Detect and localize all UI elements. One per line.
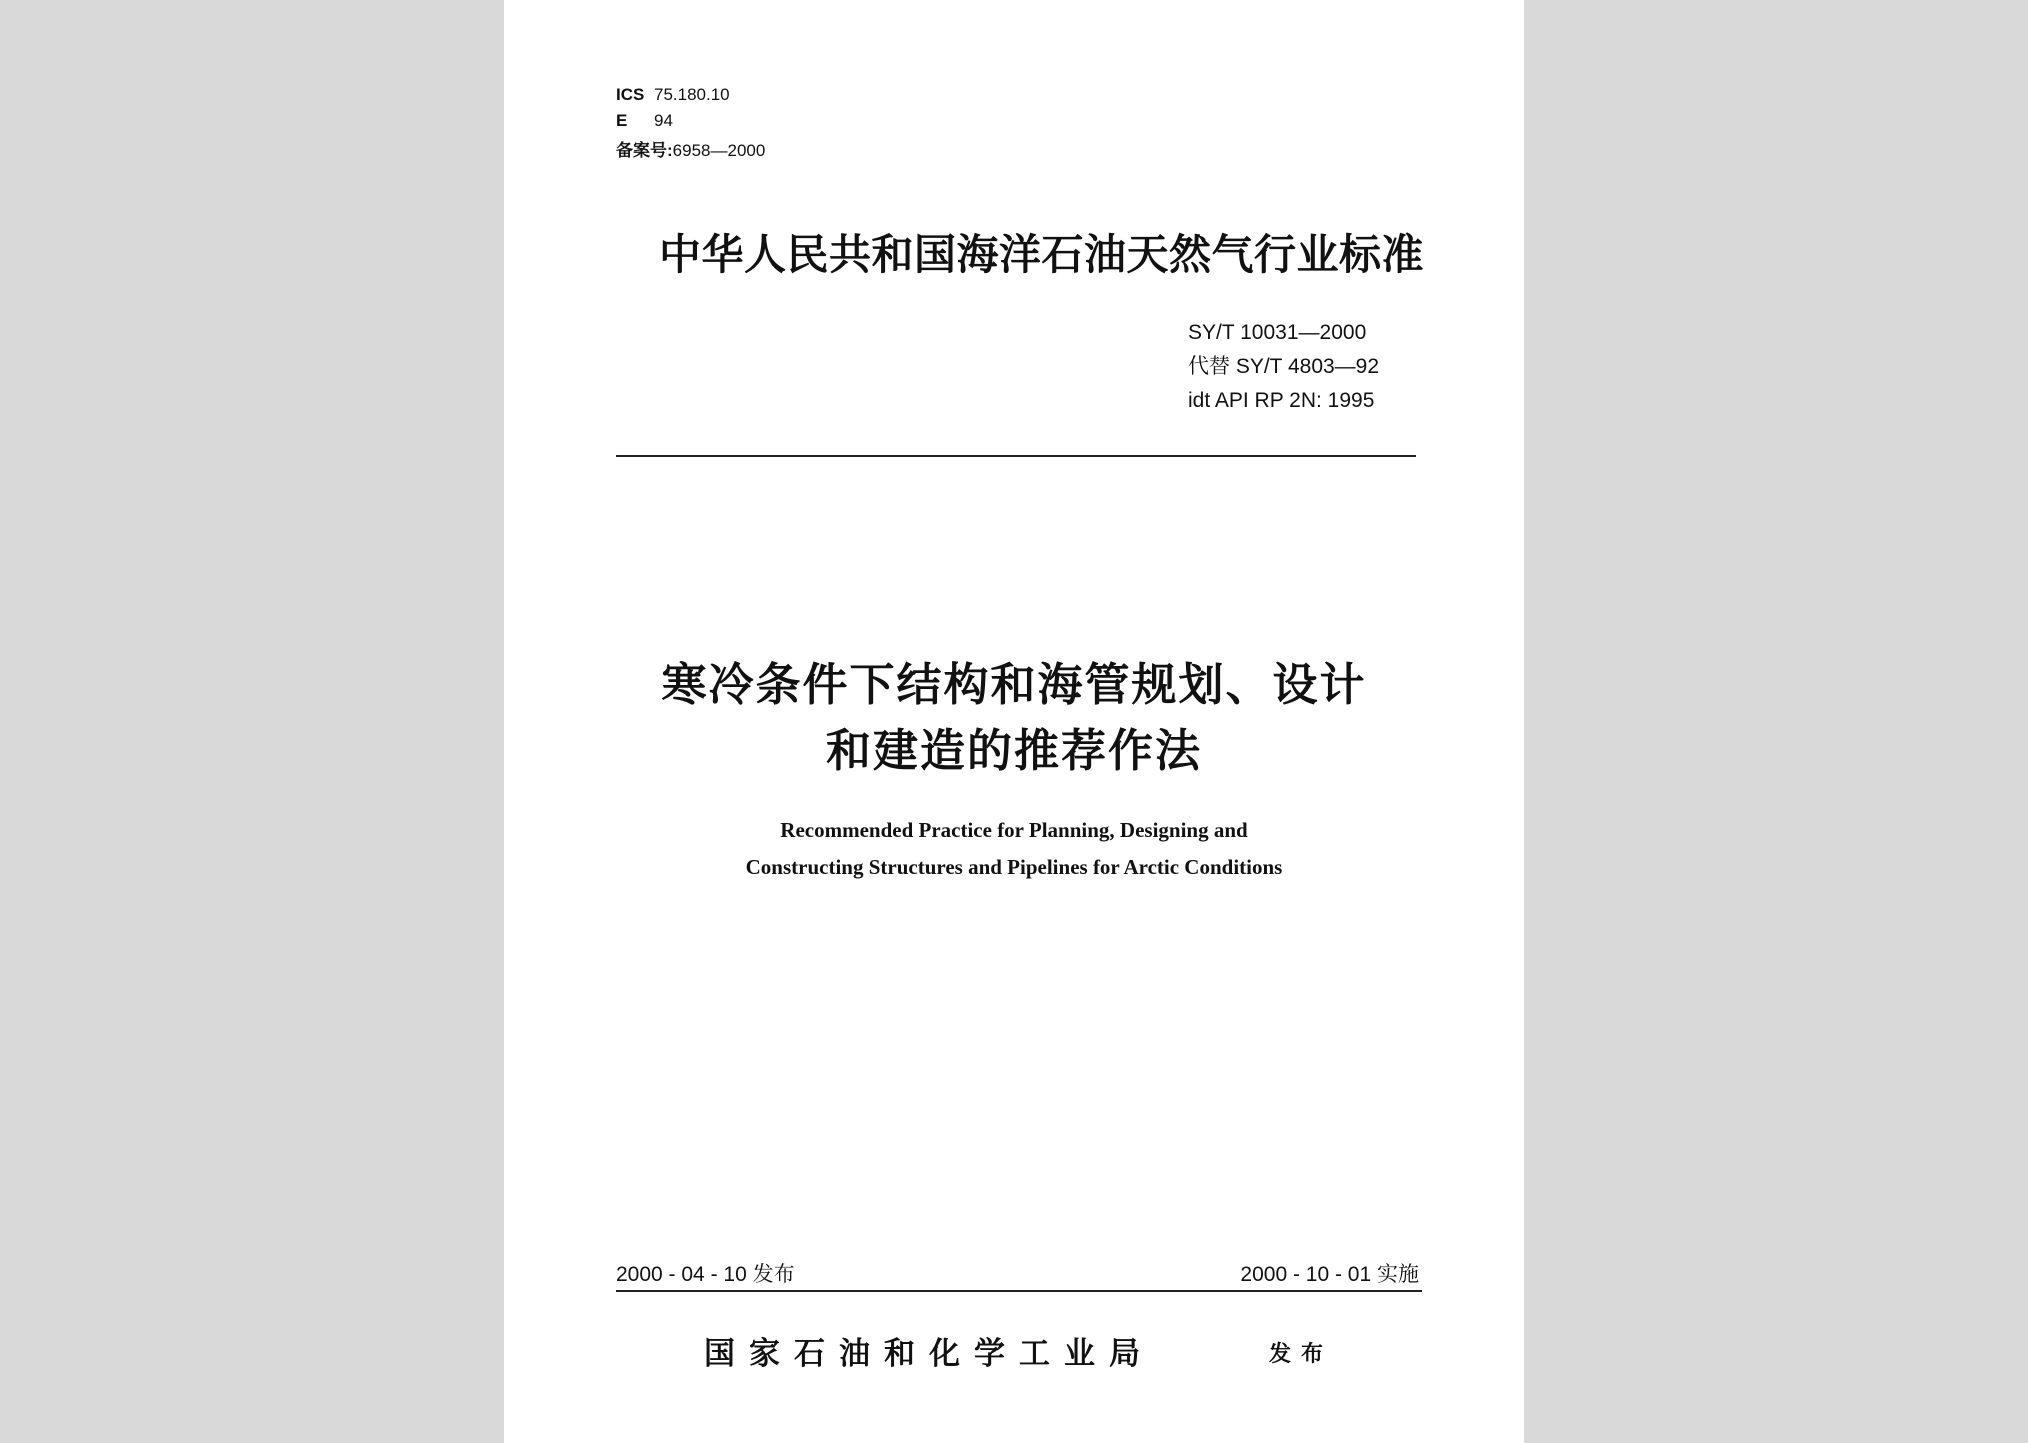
- publisher-name: 国家石油和化学工业局: [704, 1336, 1154, 1372]
- footer-divider: [616, 1290, 1422, 1292]
- record-label: 备案号:: [616, 141, 673, 160]
- industry-standard-title: 中华人民共和国海洋石油天然气行业标准: [659, 230, 1425, 279]
- chinese-title-line-2: 和建造的推荐作法: [825, 724, 1202, 777]
- ics-value: 75.180.10: [654, 85, 730, 104]
- classification-code: [616, 109, 673, 133]
- effective-date: 2000 - 10 - 01 实施: [1240, 1263, 1419, 1286]
- standard-numbers: [1188, 316, 1379, 418]
- equivalent-standard: idt API RP 2N: 1995: [1188, 389, 1375, 412]
- publish-label: 发布: [1269, 1341, 1334, 1367]
- english-title-line-2: Constructing Structures and Pipelines for Arctic Conditions: [745, 855, 1283, 879]
- chinese-title-line-1: 寒冷条件下结构和海管规划、设计: [661, 658, 1367, 711]
- english-title-line-1: Recommended Practice for Planning, Designing and: [780, 818, 1248, 842]
- standard-number: SY/T 10031—2000: [1188, 321, 1367, 344]
- issue-date: 2000 - 04 - 10 发布: [616, 1263, 795, 1286]
- classification-label: E: [616, 111, 628, 130]
- chinese-title: [584, 652, 1444, 784]
- classification-value: 94: [654, 111, 673, 130]
- document-page: [504, 0, 1524, 1443]
- record-value: 6958—2000: [672, 141, 766, 160]
- replaces-standard: 代替 SY/T 4803—92: [1188, 355, 1380, 378]
- header-divider: [616, 455, 1416, 457]
- record-number: [616, 139, 765, 163]
- english-title: [584, 812, 1444, 886]
- ics-label: ICS: [616, 85, 645, 104]
- ics-code: [616, 83, 730, 107]
